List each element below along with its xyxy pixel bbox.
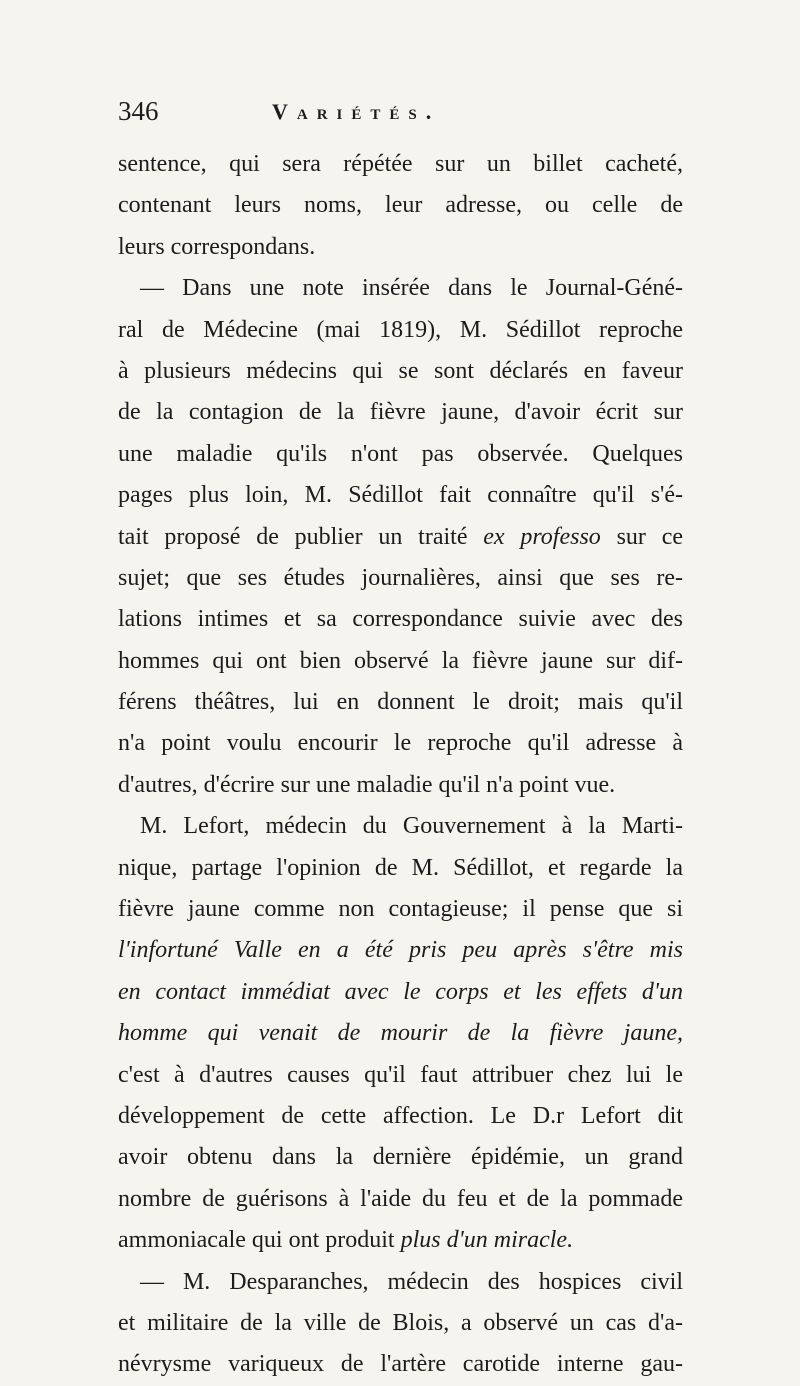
text-line <box>118 392 683 433</box>
text-line <box>118 517 683 558</box>
line-text: d'autres, d'écrire sur une maladie qu'il n'a point vue. <box>118 771 616 798</box>
text-line <box>118 1262 683 1303</box>
line-text: nombre de guérisons à l'aide du feu et de la pommade <box>118 1185 683 1212</box>
text-line <box>118 475 683 516</box>
text-line <box>118 227 683 268</box>
line-text: hommes qui ont bien observé la fièvre jaune sur dif- <box>118 647 683 674</box>
text-line <box>118 1179 683 1220</box>
text-line <box>118 765 683 806</box>
line-text: à plusieurs médecins qui se sont déclarés en faveur <box>118 357 683 384</box>
text-line <box>118 268 683 309</box>
text-line <box>118 185 683 226</box>
italic-text: l'infortuné Valle en a été pris peu après s'être mis <box>118 937 683 964</box>
line-text: avoir obtenu dans la dernière épidémie, un grand <box>118 1144 683 1171</box>
page-number: 346 <box>118 96 159 126</box>
book-page <box>118 96 683 1386</box>
text-line <box>118 1137 683 1178</box>
text-line <box>118 972 683 1013</box>
text-line <box>118 723 683 764</box>
line-text: lations intimes et sa correspondance suivie avec des <box>118 606 683 633</box>
text-line <box>118 434 683 475</box>
line-text: sentence, qui sera répétée sur un billet cacheté, <box>118 151 683 177</box>
line-text: férens théâtres, lui en donnent le droit; mais qu'il <box>118 689 683 716</box>
line-text: pages plus loin, M. Sédillot fait connaître qu'il s'é- <box>118 482 683 509</box>
italic-text: en contact immédiat avec le corps et les effets d'un <box>118 978 683 1005</box>
line-text: névrysme variqueux de l'artère carotide interne gau- <box>118 1351 683 1378</box>
line-text: une maladie qu'ils n'ont pas observée. Quelques <box>118 440 683 467</box>
text-line <box>118 1096 683 1137</box>
text-body <box>118 144 683 1386</box>
text-line <box>118 682 683 723</box>
running-head: Variétés. <box>272 99 441 124</box>
italic-text: homme qui venait de mourir de la fièvre jaune, <box>118 1020 683 1047</box>
line-text: développement de cette affection. Le D.r Lefort dit <box>118 1102 683 1129</box>
line-text: — M. Desparanches, médecin des hospices civil <box>140 1268 683 1295</box>
text-line <box>118 848 683 889</box>
text-line <box>118 1220 683 1261</box>
text-line <box>118 889 683 930</box>
italic-text: plus d'un miracle. <box>400 1227 574 1254</box>
line-text: leurs correspondans. <box>118 233 316 260</box>
line-text: n'a point voulu encourir le reproche qu'il adresse à <box>118 730 683 757</box>
line-text: ammoniacale qui ont produit <box>118 1227 401 1254</box>
line-text: sur ce <box>600 523 684 550</box>
text-line <box>118 806 683 847</box>
text-line <box>118 1344 683 1385</box>
line-text: sujet; que ses études journalières, ainsi que ses re- <box>118 564 683 591</box>
line-text: de la contagion de la fièvre jaune, d'avoir écrit sur <box>118 399 683 426</box>
text-line <box>118 930 683 971</box>
line-text: tait proposé de publier un traité <box>118 523 484 550</box>
text-line <box>118 599 683 640</box>
line-text: ral de Médecine (mai 1819), M. Sédillot reproche <box>118 316 683 343</box>
text-line <box>118 641 683 682</box>
line-text: fièvre jaune comme non contagieuse; il pense que si <box>118 896 683 923</box>
page-header <box>118 96 683 140</box>
line-text: — Dans une note insérée dans le Journal-Géné- <box>140 275 683 302</box>
line-text: M. Lefort, médecin du Gouvernement à la Marti- <box>140 813 683 840</box>
text-line <box>118 310 683 351</box>
text-line <box>118 144 683 185</box>
text-line <box>118 1013 683 1054</box>
text-line <box>118 558 683 599</box>
text-line <box>118 1055 683 1096</box>
line-text: c'est à d'autres causes qu'il faut attribuer chez lui le <box>118 1061 683 1088</box>
text-line <box>118 351 683 392</box>
line-text: nique, partage l'opinion de M. Sédillot, et regarde la <box>118 854 683 881</box>
line-text: contenant leurs noms, leur adresse, ou celle de <box>118 192 683 219</box>
line-text: et militaire de la ville de Blois, a observé un cas d'a- <box>118 1309 683 1336</box>
text-line <box>118 1303 683 1344</box>
italic-text: ex professo <box>483 523 601 550</box>
